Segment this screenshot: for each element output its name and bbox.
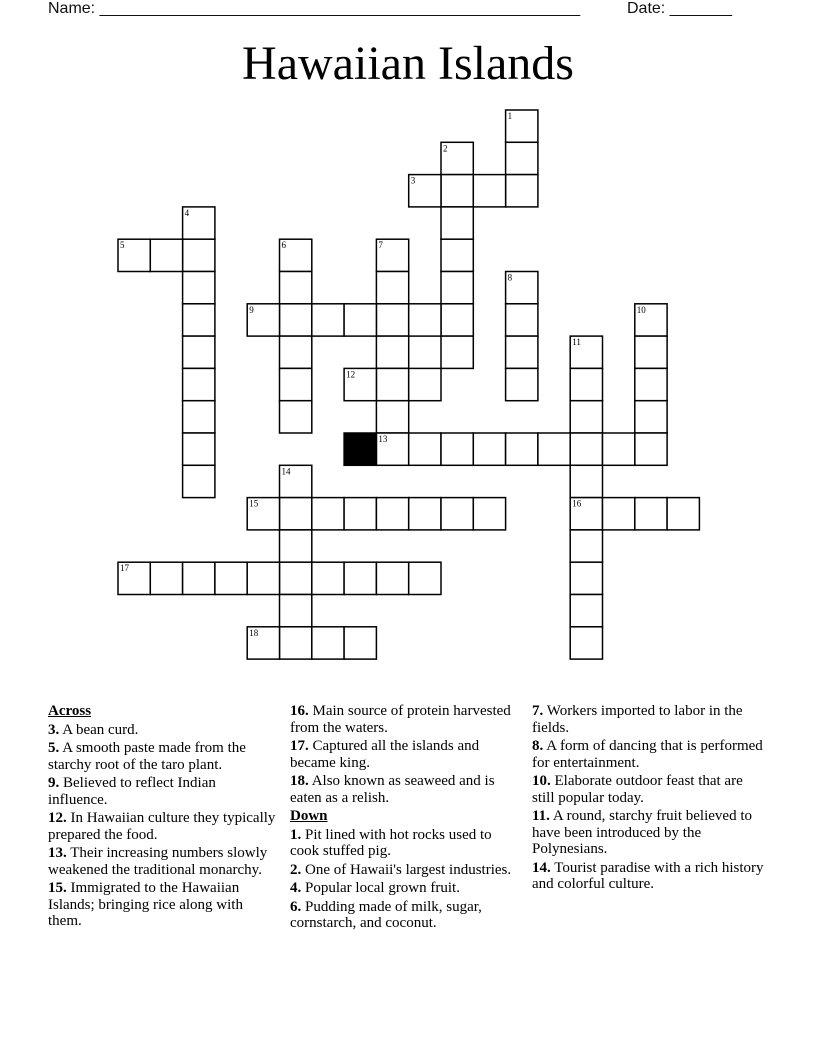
grid-cell[interactable] [409,562,441,594]
grid-cell[interactable] [506,175,538,207]
clue-across-15 [48,880,276,930]
grid-cell[interactable] [215,562,247,594]
clue-across-13 [48,845,276,878]
grid-cell[interactable] [441,304,473,336]
grid-cell[interactable] [506,336,538,368]
cell-number: 1 [507,111,513,121]
name-line[interactable]: Name: ______________________________________________________ [48,0,581,17]
clues-column-2 [290,703,518,934]
clue-text: A smooth paste made from the starchy root of the taro plant. [48,740,246,773]
grid-cell[interactable] [409,498,441,530]
grid-cell[interactable] [183,368,215,400]
cell-number: 2 [443,143,448,154]
grid-cell[interactable] [441,433,473,465]
clue-text: A form of dancing that is performed for entertainment. [532,738,763,771]
clue-text: Pudding made of milk, sugar, cornstarch, and coconut. [290,898,482,931]
down-heading: Down [290,808,328,824]
grid-cell[interactable] [376,336,408,368]
cell-number: 12 [346,369,356,380]
clue-down-1 [290,827,518,860]
clue-number: 16. [290,703,309,719]
clue-number: 14. [532,859,551,876]
grid-cell[interactable] [183,465,215,497]
grid-cell[interactable] [280,304,312,336]
grid-cell[interactable] [376,368,408,400]
grid-cell[interactable] [312,304,344,336]
clue-text: Elaborate outdoor feast that are still popular today. [532,773,743,806]
clue-across-12 [48,810,276,843]
grid-cell[interactable] [312,498,344,530]
grid-cell[interactable] [183,401,215,433]
grid-cell[interactable] [603,498,635,530]
grid-cell[interactable] [409,368,441,400]
grid-cell[interactable] [570,562,602,594]
clue-text: One of Hawaii's largest industries. [305,861,512,878]
clue-text: Tourist paradise with a rich history and colorful culture. [532,859,764,892]
clue-across-17 [290,738,518,771]
grid-cell[interactable] [635,498,667,530]
clue-down-6 [290,899,518,932]
clue-text: Also known as seaweed and is eaten as a relish. [290,773,495,806]
clue-text: A round, starchy fruit believed to have been introduced by the Polynesians. [532,808,752,857]
grid-cell[interactable] [441,498,473,530]
clue-number: 17. [290,738,309,754]
black-square [344,433,376,465]
grid-cell[interactable] [570,595,602,627]
grid-cell[interactable] [667,498,699,530]
clue-text: Immigrated to the Hawaiian Islands; bringing rice along with them. [48,880,243,929]
grid-cell[interactable] [183,562,215,594]
clue-number: 9. [48,775,60,791]
cell-number: 18 [249,627,259,638]
grid-cell[interactable] [506,304,538,336]
clue-text: Pit lined with hot rocks used to cook stuffed pig. [290,826,492,859]
grid-cell[interactable] [441,272,473,304]
across-heading: Across [48,703,92,719]
clue-text: A bean curd. [62,721,139,738]
clue-number: 12. [48,810,67,826]
cell-number: 4 [184,207,190,218]
cell-number: 15 [249,498,259,509]
grid-cell[interactable] [538,433,570,465]
clue-text: Their increasing numbers slowly weakened the traditional monarchy. [48,845,268,878]
grid-cell[interactable] [409,433,441,465]
grid-cell[interactable] [376,304,408,336]
grid-cell[interactable] [441,336,473,368]
clue-number: 1. [290,826,302,843]
clue-number: 10. [532,773,551,789]
grid-cell[interactable] [376,562,408,594]
clue-text: In Hawaiian culture they typically prepared the food. [48,810,276,843]
grid-cell[interactable] [312,627,344,659]
grid-cell[interactable] [570,530,602,562]
grid-cell[interactable] [570,627,602,659]
grid-cell[interactable] [183,304,215,336]
clue-number: 3. [48,721,60,738]
grid-cell[interactable] [280,595,312,627]
grid-cell[interactable] [183,272,215,304]
clue-across-18 [290,773,518,806]
grid-cell[interactable] [344,627,376,659]
grid-cell[interactable] [506,142,538,174]
grid-cell[interactable] [280,368,312,400]
grid-cell[interactable] [247,562,279,594]
grid-cell[interactable] [183,433,215,465]
grid-cell[interactable] [150,239,182,271]
clue-down-4 [290,880,518,897]
grid-cell[interactable] [409,304,441,336]
clue-text: Main source of protein harvested from the waters. [290,703,511,736]
clue-text: Popular local grown fruit. [305,880,460,896]
clue-down-7 [532,703,768,736]
grid-cell[interactable] [506,433,538,465]
clue-number: 5. [48,740,60,756]
cell-number: 7 [378,240,383,251]
clue-down-8 [532,738,768,771]
grid-cell[interactable] [376,498,408,530]
clue-text: Captured all the islands and became king. [290,738,480,771]
date-line[interactable]: Date: _______ [627,0,732,17]
grid-cell[interactable] [376,401,408,433]
grid-cell[interactable] [570,401,602,433]
clue-number: 2. [290,861,302,878]
grid-cell[interactable] [473,498,505,530]
grid-cell[interactable] [280,530,312,562]
clue-number: 7. [532,703,544,719]
cell-number: 6 [281,240,286,251]
clue-across-16 [290,703,518,736]
grid-cell[interactable] [473,175,505,207]
grid-cell[interactable] [635,433,667,465]
grid-cell[interactable] [635,368,667,400]
grid-cell[interactable] [150,562,182,594]
grid-cell[interactable] [473,433,505,465]
clue-down-11 [532,808,768,858]
clue-number: 6. [290,898,302,915]
grid-cell[interactable] [635,401,667,433]
grid-cell[interactable] [441,239,473,271]
grid-cell[interactable] [506,368,538,400]
grid-cell[interactable] [280,336,312,368]
clue-text: Workers imported to labor in the fields. [532,703,743,736]
grid-cell[interactable] [280,401,312,433]
clue-number: 13. [48,845,67,861]
cell-number: 3 [410,175,416,186]
grid-cell[interactable] [280,562,312,594]
clue-down-14 [532,860,768,893]
grid-cell[interactable] [635,336,667,368]
clue-text: Believed to reflect Indian influence. [48,775,216,808]
grid-cell[interactable] [280,627,312,659]
grid-cell[interactable] [183,336,215,368]
cell-number: 14 [281,466,291,477]
clue-number: 8. [532,738,544,754]
clues-column-1 [48,703,276,932]
grid-cell[interactable] [570,433,602,465]
clue-across-5 [48,740,276,773]
cell-number: 9 [249,304,254,315]
grid-cell[interactable] [280,272,312,304]
clue-number: 15. [48,880,67,896]
grid-cell[interactable] [441,175,473,207]
cell-number: 16 [572,498,582,509]
grid-cell[interactable] [183,239,215,271]
clue-number: 4. [290,880,302,896]
clue-number: 18. [290,773,309,789]
grid-cell[interactable] [570,465,602,497]
grid-cell[interactable] [312,562,344,594]
clue-down-2 [290,862,518,879]
grid-cell[interactable] [570,368,602,400]
clue-down-10 [532,773,768,806]
cell-number: 11 [572,337,581,348]
grid-cell[interactable] [603,433,635,465]
cell-number: 8 [507,272,513,283]
grid-cell[interactable] [344,304,376,336]
grid-cell[interactable] [280,498,312,530]
clue-across-3 [48,722,276,739]
cell-number: 10 [636,304,646,315]
puzzle-title: Hawaiian Islands [242,37,574,90]
clues-column-3 [532,703,768,895]
grid-cell[interactable] [441,207,473,239]
cell-number: 17 [120,563,129,574]
grid-cell[interactable] [344,562,376,594]
grid-cell[interactable] [344,498,376,530]
clue-number: 11. [532,808,550,824]
clue-across-9 [48,775,276,808]
cell-number: 13 [378,434,388,444]
grid-cell[interactable] [376,272,408,304]
cell-number: 5 [120,240,125,251]
